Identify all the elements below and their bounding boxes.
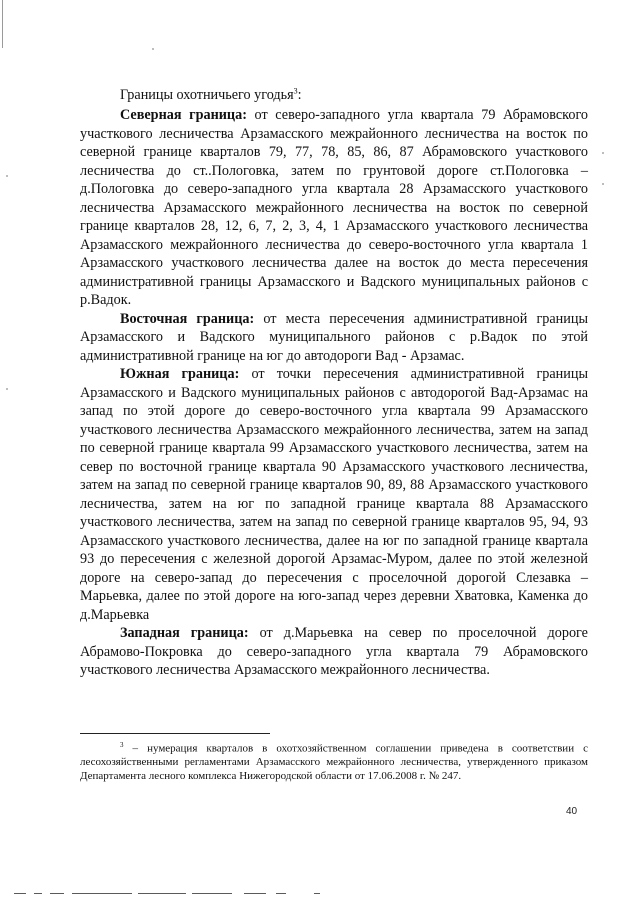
scan-speck [6, 175, 8, 177]
heading-suffix: : [297, 87, 302, 103]
scan-speck [6, 388, 8, 390]
footnote-text: – нумерация кварталов в охотхозяйственном соглашении приведена в соответствии с лесохозяйственными регламентами Арзамасского межрайонного лесничества, утвержденного приказом Департамента лесного комплекса Нижегородской области от 17.06.2008 г. № 247. [80, 742, 588, 782]
scan-speck [152, 48, 154, 50]
heading-text: Границы охотничьего угодья [120, 87, 294, 103]
heading-footnote-ref: 3 [293, 86, 298, 96]
north-boundary-label: Северная граница: [120, 107, 247, 123]
page-number: 40 [566, 806, 578, 817]
scan-speck [602, 183, 604, 185]
document-heading [120, 86, 588, 104]
north-boundary-text: от северо-западного угла квартала 79 Абрамовского участкового лесничества Арзамасского межрайонного лесничества на восток по северной границе кварталов 79, 77, 78, 85, 86, 87 Абрамовского участкового лесничества до ст..Пологовка, затем по грунтовой дороге ст.Пологовка – д.Пологовка до северо-западного угла квартала 28 Арзамасского участкового лесничества Арзамасского межрайонного лесничества на восток по северной границе кварталов 28, 12, 6, 7, 2, 3, 4, 1 Арзамасского участкового лесничества Арзамасского межрайонного лесничества до северо-восточного угла квартала 1 Арзамасского участкового лесничества далее на восток до места пересечения административной границы Арзамасского и Вадского муниципальных районов с р.Вадок. [80, 107, 588, 308]
east-boundary-text: от места пересечения административной границы Арзамасского и Вадского муниципального районов с р.Вадок по этой административной границе на юг до автодороги Вад - Арзамас. [80, 310, 588, 364]
south-boundary-text: от точки пересечения административной границы Арзамасского и Вадского муниципальных районов с автодорогой Вад-Арзамас на запад по этой дороге до северо-восточного угла квартала 99 Арзамасского участкового лесничества Арзамасского межрайонного лесничества, затем на запад по северной границе квартала 99 Арзамасского участкового лесничества, затем на север по восточной границе квартала 90 Арзамасского участкового лесничества, затем на запад по северной границе кварталов 90, 89, 88 Арзамасского участкового лесничества, затем на юг по западной границе квартала 88 Арзамасского участкового лесничества, затем на запад по северной границе кварталов 95, 94, 93 Арзамасского участкового лесничества, далее на юг по западной границе квартала 93 до пересечения с железной дорогой Арзамас-Муром, далее по этой железной дороге на северо-запад до пересечения с проселочной дорогой Слезавка – Марьевка, далее по этой дороге на юго-запад через деревни Хватовка, Каменка до д.Марьевка [80, 366, 588, 623]
scan-speck [602, 152, 604, 154]
west-boundary-text: от д.Марьевка на север по проселочной дороге Абрамово-Покровка до северо-западного угла квартала 79 Абрамовского участкового лесничества Арзамасского межрайонного лесничества. [80, 625, 588, 678]
footnote-separator [80, 733, 270, 734]
north-boundary-paragraph [80, 106, 588, 310]
west-boundary-label: Западная граница: [120, 625, 249, 641]
east-boundary-label: Восточная граница: [120, 310, 255, 327]
west-boundary-paragraph [80, 624, 588, 680]
footnote [80, 739, 588, 783]
scan-bottom-marks [14, 893, 484, 896]
document-body [80, 86, 588, 680]
footnote-marker: 3 [120, 741, 124, 749]
south-boundary-paragraph [80, 365, 588, 624]
south-boundary-label: Южная граница: [120, 366, 240, 382]
east-boundary-paragraph [80, 310, 588, 366]
scan-page-edge [2, 0, 3, 48]
